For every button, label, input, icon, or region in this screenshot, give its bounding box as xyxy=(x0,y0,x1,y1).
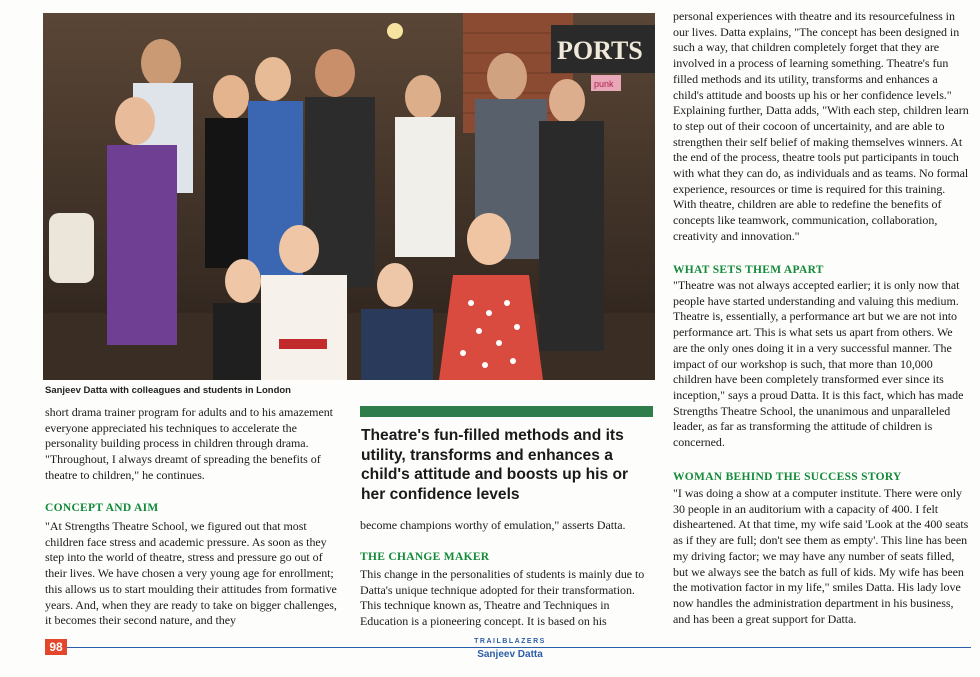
sets-apart-heading: WHAT SETS THEM APART xyxy=(673,264,824,276)
continued-paragraph: become champions worthy of emulation," asserts Datta. xyxy=(360,518,626,532)
pullquote: Theatre's fun-filled methods and its utility, transforms and enhances a child's attitude and boosts up his or her confidence levels xyxy=(361,427,629,503)
group-photo xyxy=(43,13,655,380)
ports-sign-text: PORTS xyxy=(557,36,643,65)
explains-paragraph: personal experiences with theatre and its resourcefulness in our lives. Datta explains, "The concept has been designed in such a way, that children completely forget that they are involved in a process of learning something. Theatre's fun filled methods and its utility, transforms and enhances a child's attitude and boosts up his or her confidence levels." Explaining further, Datta adds, "With each step, children learn to step out of their cocoon of uncertainity, and are able to strengthen their self belief of making themselves winners. At the end of the process, theatre tools put participants in touch with what they can do, as individuals and as teams. No formal experience, resources or time is required for this training. With theatre, children are able to redefine the benefits of concepts like teamwork, communication, collaboration, creativity and innovation." xyxy=(673,9,969,243)
change-maker-paragraph: This change in the personalities of students is mainly due to Datta's unique technique adopted for their transformation. This technique known as, Theatre and Techniques in Education is a pioneering concept. It is based on his xyxy=(360,567,645,629)
change-maker-body xyxy=(360,567,656,630)
punk-sign-text: punk xyxy=(594,79,614,89)
photo-caption: Sanjeev Datta with colleagues and students in London xyxy=(45,385,291,396)
pullquote-bar xyxy=(360,406,653,417)
woman-paragraph: "I was doing a show at a computer institute. There were only 30 people in an auditorium with a capacity of 400. I felt disheartened. At that time, my wife said 'Look at the 400 seats as if they are full; don't see them as empty'. This line has been my driving factor; we may have any number of seats filled, but we always see the batch as full of kids. My wife has been the motivation factor in my life," smiles Datta. His lady love now handles the administration department in his business, and has been a great support for Datta. xyxy=(673,486,969,626)
concept-heading: CONCEPT AND AIM xyxy=(45,502,159,514)
footer-section-label: TRAILBLAZERS xyxy=(474,638,546,645)
change-maker-heading: THE CHANGE MAKER xyxy=(360,551,490,563)
concept-paragraph: "At Strengths Theatre School, we figured out that most children face stress and academic pressure. As soon as they step into the world of theatre, stress and pressure go out of their lives. We have chosen a very young age for enrollment; this allows us to start moulding their attitudes from formative years. And, when they are ready to take on bigger challenges, it becomes their second nature, and they xyxy=(45,519,337,628)
column-1-intro xyxy=(45,405,343,484)
column-2-continued xyxy=(360,518,652,534)
page-number: 98 xyxy=(45,639,67,655)
sets-apart-body xyxy=(673,278,969,451)
intro-paragraph: short drama trainer program for adults and to his amazement everyone appreciated his techniques to accelerate the personality building process in children through drama. "Throughout, I always dreamt of spreading the benefits of theatre to children," he continues. xyxy=(45,405,333,482)
concept-body xyxy=(45,519,343,629)
column-3-top xyxy=(673,9,969,245)
footer-name: Sanjeev Datta xyxy=(477,649,543,660)
footer-rule xyxy=(67,647,971,648)
sets-apart-paragraph: "Theatre was not always accepted earlier; it is only now that people have started understanding and valuing this medium. Theatre is, essentially, a performance art but we are not into performance art. This is what sets us apart from others. We are the only ones doing it in a very successful manner. The impact of our workshop is such, that more than 10,000 children have been completely transformed ever since its inception," says a proud Datta. It is this fact, which has made Strengths Theatre School, the unanimous and unparalleled leader, as far as transforming the attitude of children is concerned. xyxy=(673,278,964,450)
woman-body xyxy=(673,486,969,627)
woman-heading: WOMAN BEHIND THE SUCCESS STORY xyxy=(673,471,902,483)
